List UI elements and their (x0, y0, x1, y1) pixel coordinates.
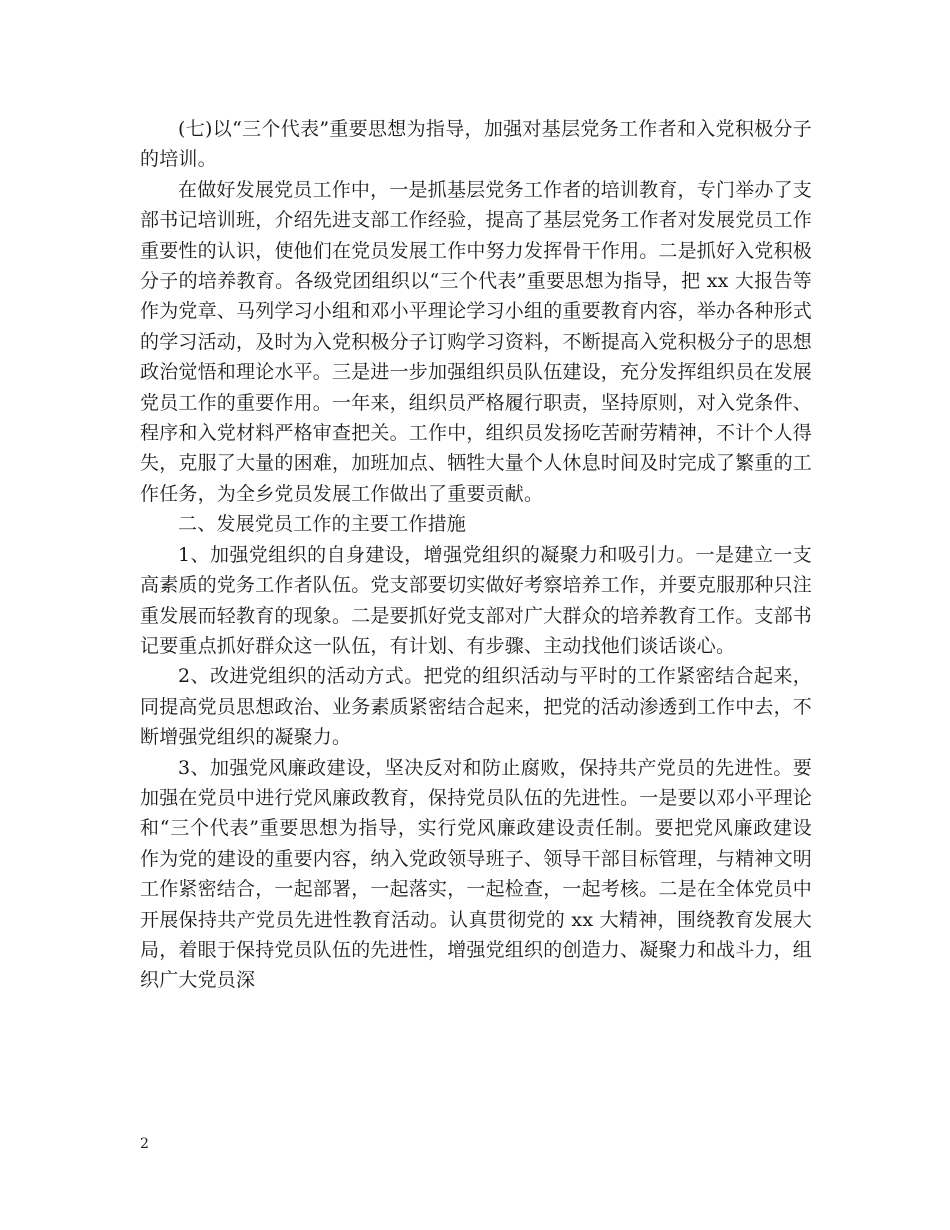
paragraph-heading-seven: (七)以“三个代表”重要思想为指导，加强对基层党务工作者和入党积极分子的培训。 (140, 118, 812, 171)
paragraph-measure-three: 3、加强党风廉政建设，坚决反对和防止腐败，保持共产党员的先进性。要加强在党员中进行党风廉政教育，保持党员队伍的先进性。一是要以邓小平理论和“三个代表”重要思想为指导，实行党风廉政建设责任制。要把党风廉政建设作为党的建设的重要内容，纳入党政领导班子、领导干部目标管理，与精神文明工作紧密结合，一起部署，一起落实，一起检查，一起考核。二是在全体党员中开展保持共产党员先进性教育活动。认真贯彻党的 xx 大精神，围绕教育发展大局，着眼于保持党员队伍的先进性，增强党组织的创造力、凝聚力和战斗力，组织广大党员深 (140, 756, 813, 992)
paragraph-training-work: 在做好发展党员工作中，一是抓基层党务工作者的培训教育，专门举办了支部书记培训班，介绍先进支部工作经验，提高了基层党务工作者对发展党员工作重要性的认识，使他们在党员发展工作中努力发挥骨干作用。二是抓好入党积极分子的培养教育。各级党团组织以“三个代表”重要思想为指导，把 xx 大报告等作为党章、马列学习小组和邓小平理论学习小组的重要教育内容，举办各种形式的学习活动，及时为入党积极分子订购学习资料，不断提高入党积极分子的思想政治觉悟和理论水平。三是进一步加强组织员队伍建设，充分发挥组织员在发展党员工作的重要作用。一年来，组织员严格履行职责，坚持原则，对入党条件、程序和入党材料严格审查把关。工作中，组织员发扬吃苦耐劳精神，不计个人得失，克服了大量的困难，加班加点、牺牲大量个人休息时间及时完成了繁重的工作任务，为全乡党员发展工作做出了重要贡献。 (140, 178, 813, 505)
paragraph-measure-two: 2、改进党组织的活动方式。把党的组织活动与平时的工作紧密结合起来，同提高党员思想政治、业务素质紧密结合起来，把党的活动渗透到工作中去，不断增强党组织的凝聚力。 (140, 665, 813, 749)
section-heading-measures: 二、发展党员工作的主要工作措施 (178, 513, 467, 536)
document-body (140, 114, 812, 996)
page-number: 2 (140, 1136, 149, 1152)
paragraph-measure-one: 1、加强党组织的自身建设，增强党组织的凝聚力和吸引力。一是建立一支高素质的党务工作者队伍。党支部要切实做好考察培养工作，并要克服那种只注重发展而轻教育的现象。二是要抓好党支部对广大群众的培养教育工作。支部书记要重点抓好群众这一队伍，有计划、有步骤、主动找他们谈话谈心。 (140, 543, 813, 657)
